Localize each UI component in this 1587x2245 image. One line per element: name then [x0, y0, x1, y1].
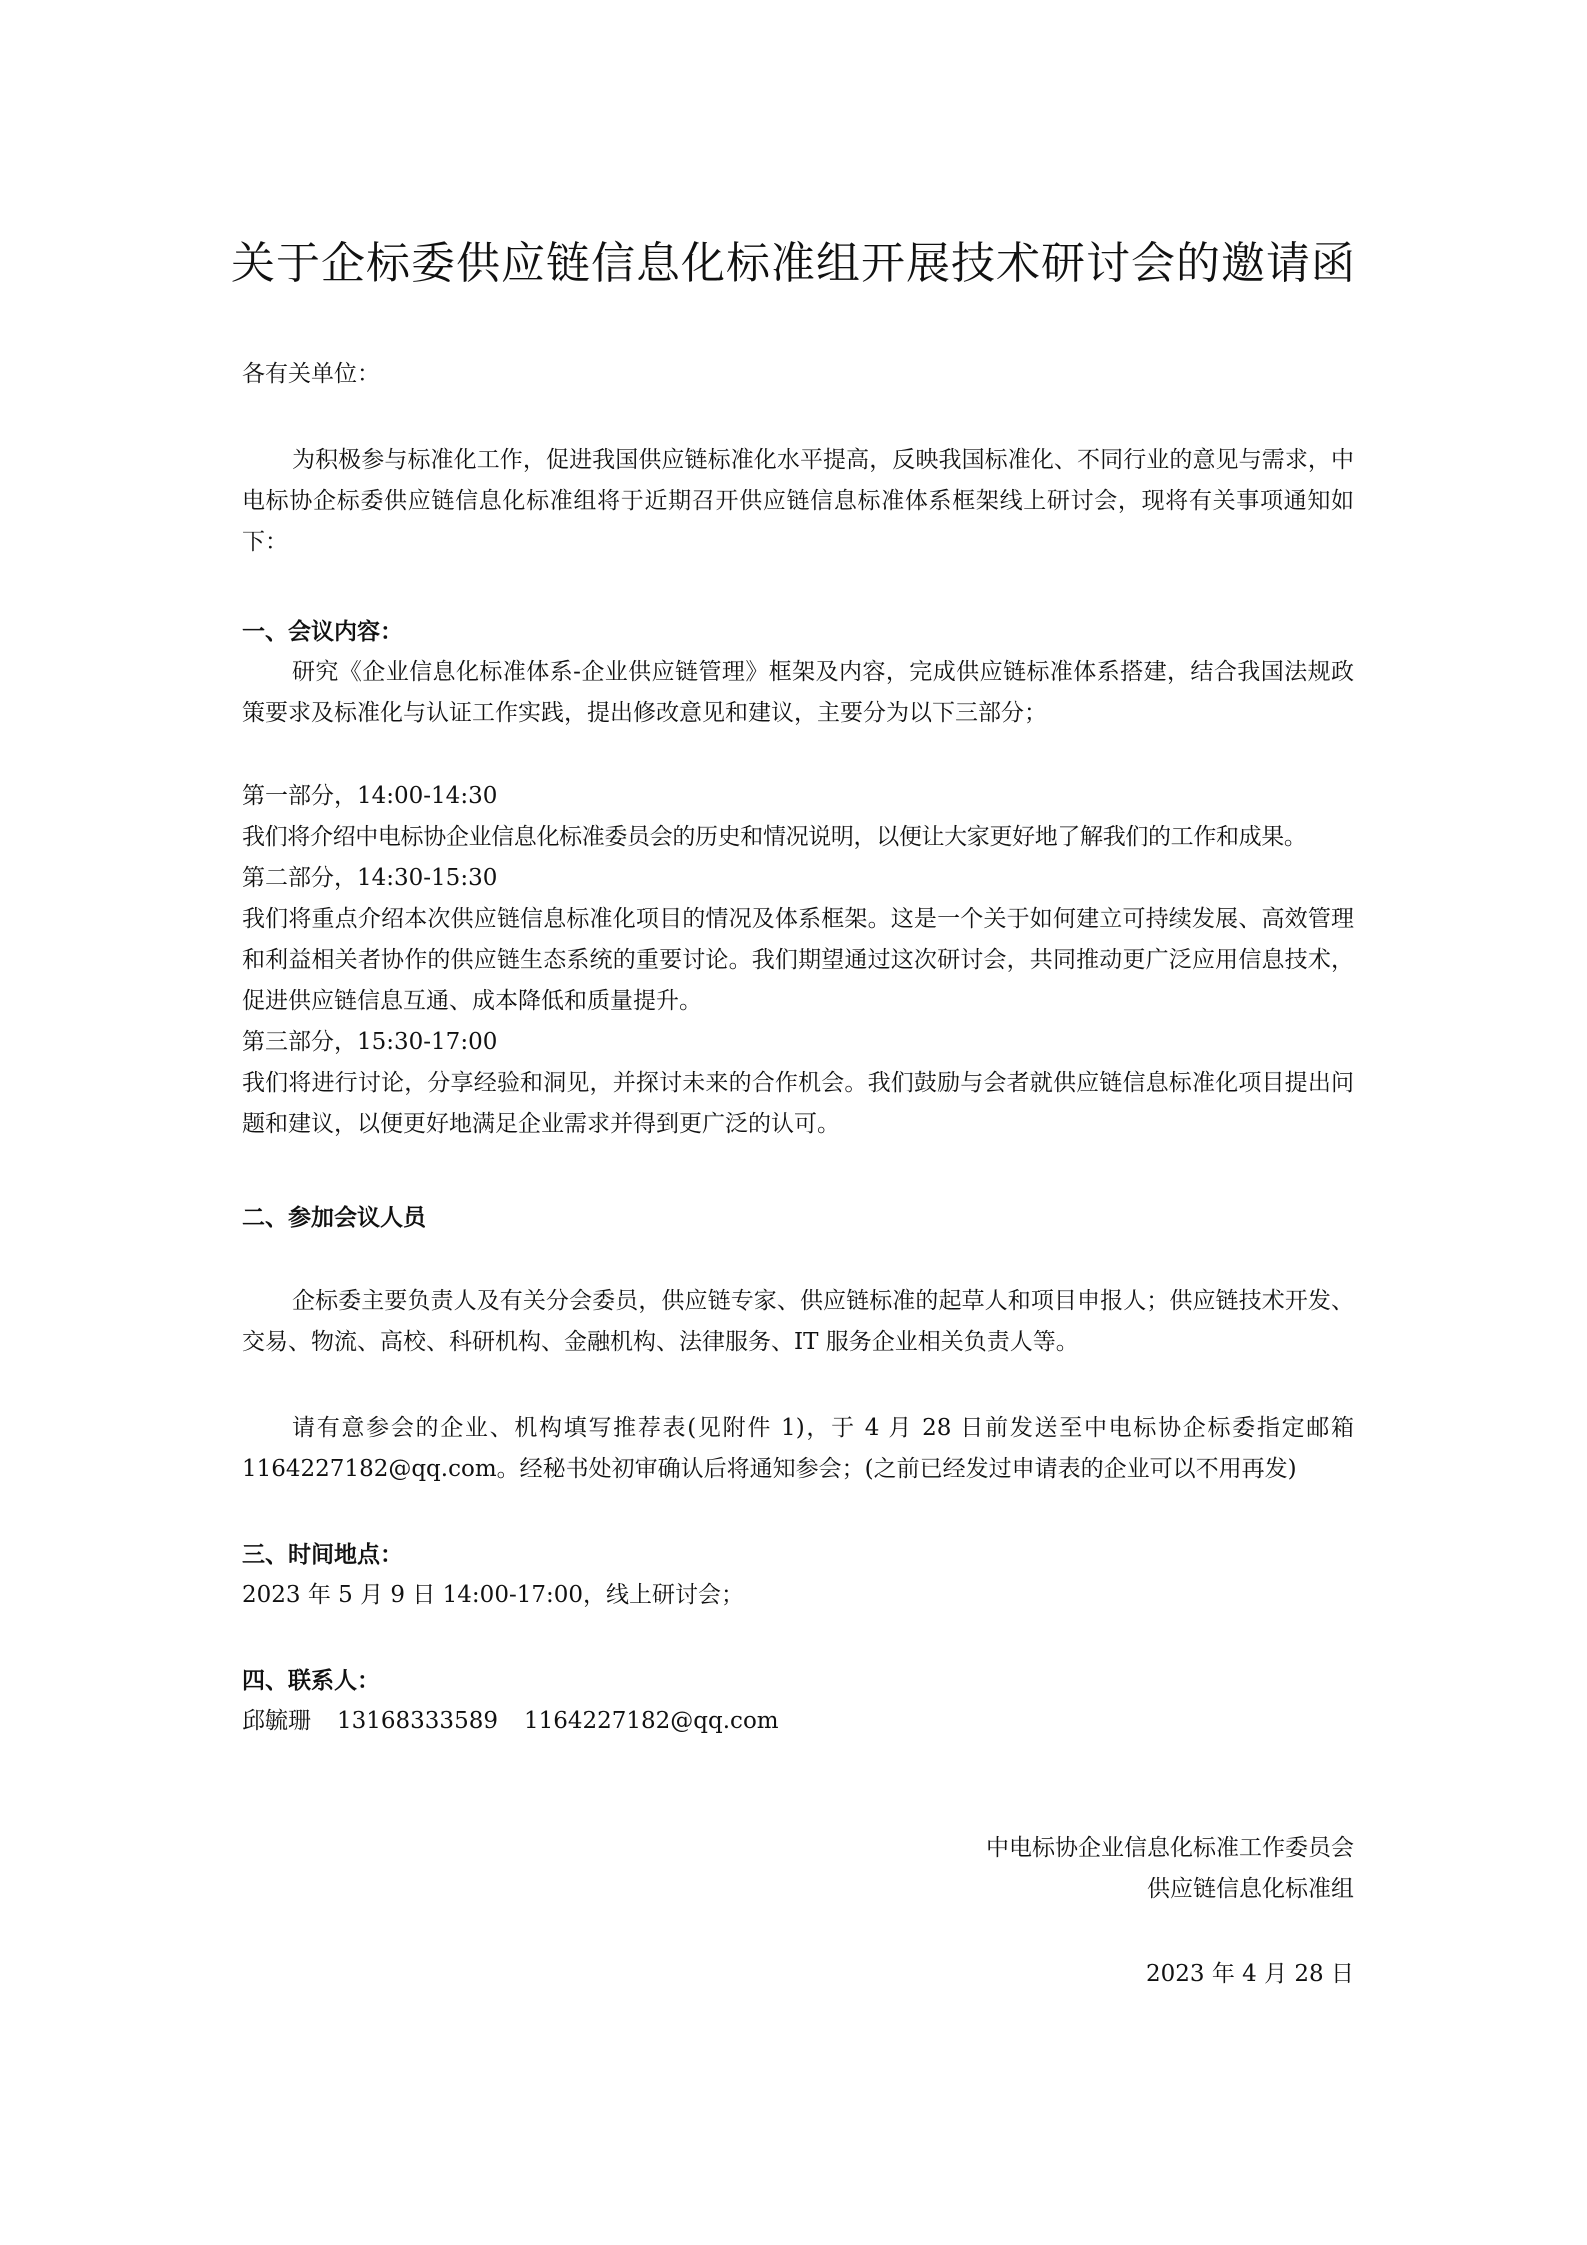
intro-paragraph: 为积极参与标准化工作，促进我国供应链标准化水平提高，反映我国标准化、不同行业的意见与需求，中电标协企标委供应链信息化标准组将于近期召开供应链信息标准体系框架线上研讨会，现将有关事项通知如下：: [242, 447, 1354, 555]
signature-org: 中电标协企业信息化标准工作委员会: [986, 1835, 1354, 1861]
attendees-block: [242, 1281, 1354, 1363]
signature-group: 供应链信息化标准组: [1147, 1876, 1354, 1902]
contact-line: [242, 1701, 1354, 1742]
letter-body: [242, 354, 1354, 395]
contact-email: 1164227182@qq.com: [523, 1708, 779, 1734]
section3-heading: 三、时间地点：: [242, 1541, 403, 1568]
contact-name: 邱毓珊: [242, 1708, 311, 1734]
agenda-block: [242, 776, 1354, 1145]
section2-heading: 二、参加会议人员: [242, 1204, 426, 1231]
signature-date: 2023 年 4 月 28 日: [1146, 1961, 1354, 1987]
intro-block: [242, 440, 1354, 563]
part1-title: 第一部分，14:00-14:30: [242, 783, 498, 809]
part3-title: 第三部分，15:30-17:00: [242, 1029, 498, 1055]
salutation: 各有关单位：: [242, 361, 380, 387]
section-attendees: [242, 1197, 1354, 1238]
section4-heading: 四、联系人：: [242, 1667, 380, 1694]
section2-paragraph2: 请有意参会的企业、机构填写推荐表(见附件 1)，于 4 月 28 日前发送至中电标协企标委指定邮箱 1164227182@qq.com。经秘书处初审确认后将通知参会；(之前已经发过申请表的企业可以不用再发): [242, 1415, 1354, 1482]
part2-title: 第二部分，14:30-15:30: [242, 865, 498, 891]
section1-heading: 一、会议内容：: [242, 618, 403, 645]
section-contact: [242, 1660, 1354, 1742]
section-meeting-content: [242, 611, 1354, 734]
part1-text: 我们将介绍中电标协企业信息化标准委员会的历史和情况说明，以便让大家更好地了解我们的工作和成果。: [242, 824, 1307, 850]
signature-block: [986, 1828, 1354, 1910]
contact-phone: 13168333589: [337, 1708, 498, 1734]
section2-paragraph1: 企标委主要负责人及有关分会委员，供应链专家、供应链标准的起草人和项目申报人；供应链技术开发、交易、物流、高校、科研机构、金融机构、法律服务、IT 服务企业相关负责人等。: [242, 1288, 1354, 1355]
section1-paragraph: 研究《企业信息化标准体系-企业供应链管理》框架及内容，完成供应链标准体系搭建，结合我国法规政策要求及标准化与认证工作实践，提出修改意见和建议，主要分为以下三部分；: [242, 659, 1354, 726]
section-time-place: [242, 1534, 1354, 1616]
part2-text: 我们将重点介绍本次供应链信息标准化项目的情况及体系框架。这是一个关于如何建立可持续发展、高效管理和利益相关者协作的供应链生态系统的重要讨论。我们期望通过这次研讨会，共同推动更广泛应用信息技术，促进供应链信息互通、成本降低和质量提升。: [242, 906, 1354, 1014]
section3-text: 2023 年 5 月 9 日 14:00-17:00，线上研讨会；: [242, 1582, 745, 1608]
registration-block: [242, 1408, 1354, 1490]
part3-text: 我们将进行讨论，分享经验和洞见，并探讨未来的合作机会。我们鼓励与会者就供应链信息标准化项目提出问题和建议，以便更好地满足企业需求并得到更广泛的认可。: [242, 1070, 1354, 1137]
page-title: 关于企标委供应链信息化标准组开展技术研讨会的邀请函: [231, 238, 1356, 289]
